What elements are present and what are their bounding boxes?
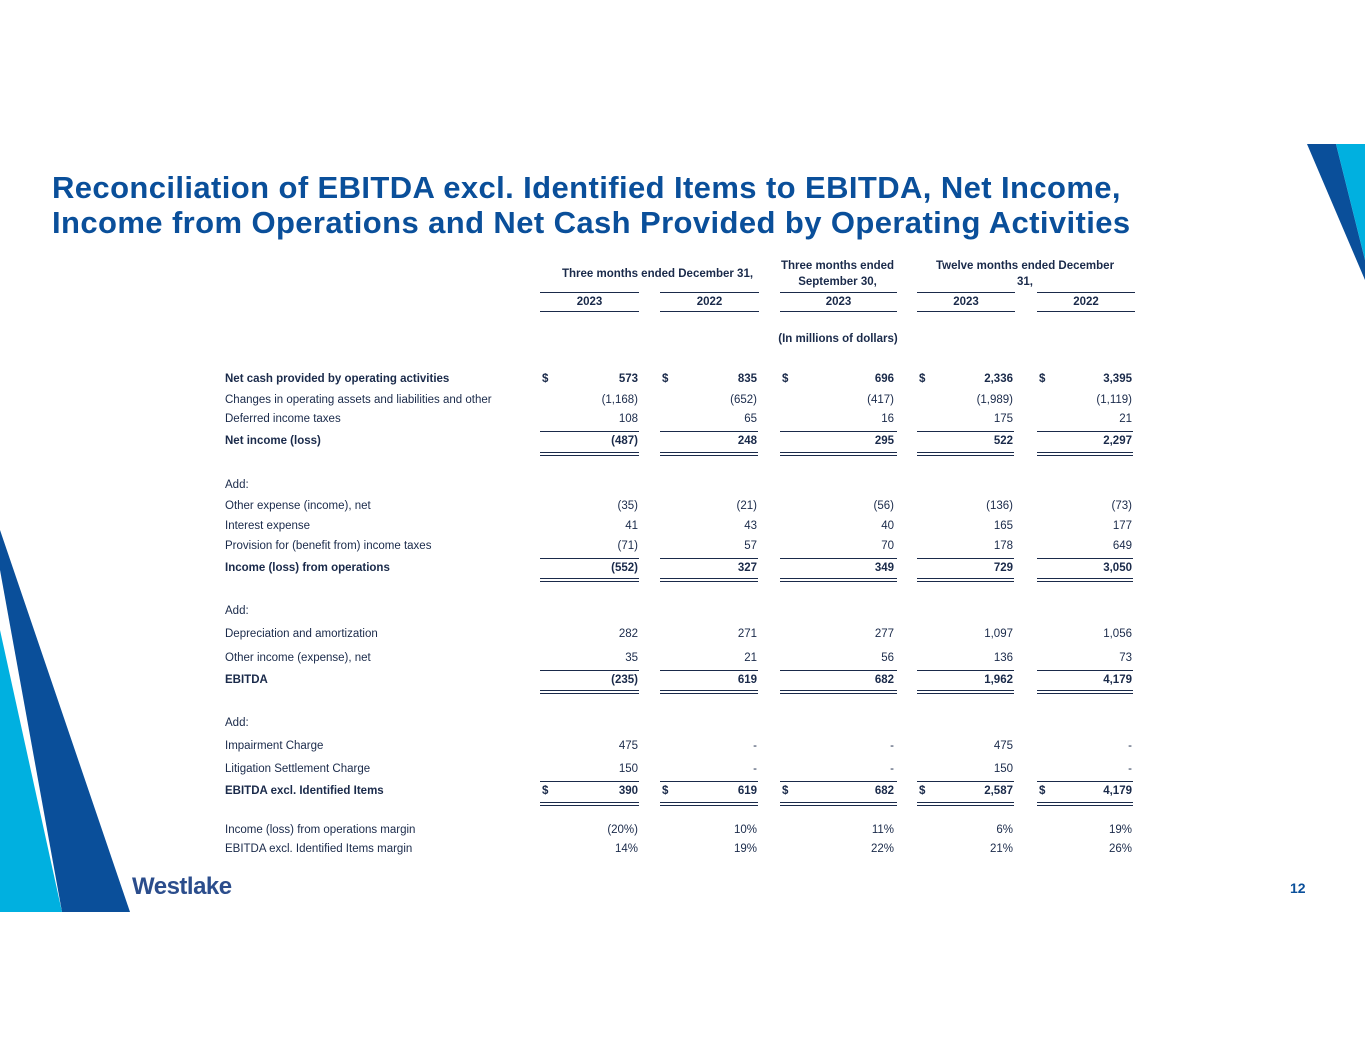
- table-cell: 14%: [614, 843, 638, 855]
- table-cell: 277: [874, 628, 894, 640]
- dollar-sign: $: [919, 373, 926, 385]
- total-double-rule: [780, 578, 897, 582]
- row-label: Add:: [225, 479, 249, 491]
- subtotal-rule: [1037, 670, 1133, 671]
- table-cell: 1,097: [984, 628, 1013, 640]
- table-cell: 10%: [733, 824, 757, 836]
- total-double-rule: [660, 802, 758, 806]
- total-double-rule: [1037, 802, 1133, 806]
- subtotal-rule: [540, 670, 639, 671]
- table-cell: (1,119): [1096, 394, 1132, 406]
- table-cell: 349: [874, 562, 894, 574]
- table-cell: 729: [993, 562, 1013, 574]
- row-label: Interest expense: [225, 520, 311, 532]
- total-double-rule: [1037, 578, 1133, 582]
- subtotal-rule: [780, 781, 897, 782]
- total-double-rule: [540, 452, 639, 456]
- table-cell: 21%: [989, 843, 1013, 855]
- table-cell: 26%: [1108, 843, 1132, 855]
- table-cell: 1,056: [1103, 628, 1132, 640]
- table-cell: (136): [986, 500, 1013, 512]
- header-three-months-sep-line-2: September 30,: [798, 276, 877, 288]
- table-cell: -: [753, 740, 757, 752]
- table-cell: -: [1128, 740, 1132, 752]
- subtotal-rule: [917, 558, 1014, 559]
- year-header: 2023: [540, 292, 639, 312]
- table-cell: 73: [1119, 652, 1132, 664]
- row-label: Income (loss) from operations margin: [225, 824, 416, 836]
- table-cell: 65: [744, 413, 757, 425]
- table-cell: 21: [1119, 413, 1132, 425]
- table-cell: 2,587: [984, 785, 1013, 797]
- table-cell: (487): [611, 435, 638, 447]
- dollar-sign: $: [919, 785, 926, 797]
- row-label: EBITDA excl. Identified Items: [225, 785, 384, 797]
- header-twelve-months-dec-line-1: Twelve months ended December: [935, 260, 1115, 272]
- total-double-rule: [917, 452, 1014, 456]
- row-label: Provision for (benefit from) income taxes: [225, 540, 432, 552]
- header-twelve-months-dec: [915, 258, 1135, 290]
- slide-title-line-2: Income from Operations and Net Cash Provided by Operating Activities: [52, 205, 1131, 240]
- table-cell: 70: [881, 540, 894, 552]
- table-cell: 40: [881, 520, 894, 532]
- total-double-rule: [780, 452, 897, 456]
- header-three-months-dec: Three months ended December 31,: [561, 268, 754, 280]
- header-three-months-sep: [770, 258, 905, 290]
- row-label: Income (loss) from operations: [225, 562, 390, 574]
- table-cell: (35): [617, 500, 638, 512]
- subtotal-rule: [917, 670, 1014, 671]
- subtotal-rule: [1037, 431, 1133, 432]
- subtotal-rule: [660, 781, 758, 782]
- table-cell: 178: [993, 540, 1013, 552]
- row-label: Other expense (income), net: [225, 500, 371, 512]
- subtotal-rule: [660, 431, 758, 432]
- table-cell: -: [890, 740, 894, 752]
- row-label: Litigation Settlement Charge: [225, 763, 371, 775]
- subtotal-rule: [540, 558, 639, 559]
- table-cell: (1,989): [976, 394, 1013, 406]
- table-cell: -: [1128, 763, 1132, 775]
- table-cell: 282: [618, 628, 638, 640]
- table-cell: 3,395: [1103, 373, 1132, 385]
- total-double-rule: [1037, 452, 1133, 456]
- table-cell: 16: [881, 413, 894, 425]
- subtotal-rule: [540, 781, 639, 782]
- row-label: Net cash provided by operating activities: [225, 373, 450, 385]
- dollar-sign: $: [1039, 785, 1046, 797]
- table-cell: 57: [744, 540, 757, 552]
- total-double-rule: [780, 690, 897, 694]
- row-label: Impairment Charge: [225, 740, 324, 752]
- subtotal-rule: [780, 558, 897, 559]
- table-cell: (417): [867, 394, 894, 406]
- table-cell: 41: [625, 520, 638, 532]
- subtotal-rule: [660, 558, 758, 559]
- total-double-rule: [660, 452, 758, 456]
- subtotal-rule: [1037, 781, 1133, 782]
- table-cell: 522: [993, 435, 1013, 447]
- table-cell: 682: [874, 785, 894, 797]
- total-double-rule: [540, 802, 639, 806]
- table-cell: 177: [1112, 520, 1132, 532]
- table-cell: (73): [1111, 500, 1132, 512]
- table-cell: (20%): [607, 824, 638, 836]
- slide-title: [52, 170, 1292, 240]
- table-cell: 136: [993, 652, 1013, 664]
- dollar-sign: $: [662, 373, 669, 385]
- table-cell: 19%: [1108, 824, 1132, 836]
- total-double-rule: [540, 690, 639, 694]
- page-number: 12: [1290, 880, 1306, 896]
- table-cell: 19%: [733, 843, 757, 855]
- table-cell: (21): [736, 500, 757, 512]
- table-cell: 43: [744, 520, 757, 532]
- dollar-sign: $: [542, 785, 549, 797]
- table-cell: 56: [881, 652, 894, 664]
- subtotal-rule: [917, 781, 1014, 782]
- row-label: Depreciation and amortization: [225, 628, 378, 640]
- table-cell: (552): [611, 562, 638, 574]
- row-label: Deferred income taxes: [225, 413, 341, 425]
- subtotal-rule: [780, 431, 897, 432]
- dollar-sign: $: [542, 373, 549, 385]
- row-label: Net income (loss): [225, 435, 321, 447]
- header-three-months-sep-line-1: Three months ended: [780, 260, 895, 272]
- dollar-sign: $: [782, 373, 789, 385]
- year-header: 2022: [1037, 292, 1135, 312]
- table-cell: 22%: [870, 843, 894, 855]
- total-double-rule: [660, 578, 758, 582]
- row-label: Add:: [225, 717, 249, 729]
- row-label: EBITDA: [225, 674, 268, 686]
- row-label: Add:: [225, 605, 249, 617]
- table-cell: 573: [618, 373, 638, 385]
- table-cell: -: [753, 763, 757, 775]
- year-header: 2022: [660, 292, 759, 312]
- total-double-rule: [917, 578, 1014, 582]
- table-cell: 475: [618, 740, 638, 752]
- subtotal-rule: [660, 670, 758, 671]
- right-stripe-decoration: [1300, 140, 1365, 285]
- table-cell: -: [890, 763, 894, 775]
- subtotal-rule: [540, 431, 639, 432]
- table-cell: 271: [737, 628, 757, 640]
- year-header: 2023: [917, 292, 1015, 312]
- row-label: EBITDA excl. Identified Items margin: [225, 843, 413, 855]
- dollar-sign: $: [782, 785, 789, 797]
- row-label: Other income (expense), net: [225, 652, 371, 664]
- total-double-rule: [1037, 690, 1133, 694]
- table-cell: 696: [874, 373, 894, 385]
- table-cell: 649: [1112, 540, 1132, 552]
- table-cell: (1,168): [601, 394, 638, 406]
- table-cell: 295: [874, 435, 894, 447]
- subtotal-rule: [917, 431, 1014, 432]
- dollar-sign: $: [1039, 373, 1046, 385]
- year-header: 2023: [780, 292, 897, 312]
- slide-title-line-1: Reconciliation of EBITDA excl. Identified Items to EBITDA, Net Income,: [52, 170, 1121, 205]
- total-double-rule: [540, 578, 639, 582]
- table-cell: 6%: [996, 824, 1013, 836]
- subtotal-rule: [1037, 558, 1133, 559]
- table-cell: 619: [737, 785, 757, 797]
- table-cell: 4,179: [1103, 785, 1132, 797]
- table-cell: 11%: [871, 824, 894, 836]
- table-cell: 682: [874, 674, 894, 686]
- row-label: Changes in operating assets and liabilities and other: [225, 394, 492, 406]
- header-twelve-months-dec-line-2: 31,: [1017, 276, 1033, 288]
- subtotal-rule: [780, 670, 897, 671]
- logo-wordmark: Westlake: [132, 873, 232, 900]
- table-cell: 3,050: [1103, 562, 1132, 574]
- left-stripe-decoration: [0, 530, 135, 915]
- table-cell: 390: [618, 785, 638, 797]
- total-double-rule: [917, 802, 1014, 806]
- units-caption: (In millions of dollars): [778, 333, 898, 345]
- table-cell: (652): [730, 394, 757, 406]
- table-cell: 248: [737, 435, 757, 447]
- table-cell: 327: [737, 562, 757, 574]
- table-cell: 150: [618, 763, 638, 775]
- total-double-rule: [780, 802, 897, 806]
- table-cell: 150: [993, 763, 1013, 775]
- table-cell: 175: [993, 413, 1013, 425]
- table-cell: 108: [618, 413, 638, 425]
- table-cell: 2,336: [984, 373, 1013, 385]
- westlake-logo: [132, 872, 232, 902]
- total-double-rule: [660, 690, 758, 694]
- table-cell: (71): [617, 540, 638, 552]
- table-cell: (235): [611, 674, 638, 686]
- table-cell: 21: [744, 652, 757, 664]
- table-cell: 835: [737, 373, 757, 385]
- table-cell: 4,179: [1103, 674, 1132, 686]
- table-cell: 35: [625, 652, 638, 664]
- table-cell: 165: [993, 520, 1013, 532]
- table-cell: (56): [873, 500, 894, 512]
- table-cell: 1,962: [984, 674, 1013, 686]
- dollar-sign: $: [662, 785, 669, 797]
- table-cell: 475: [993, 740, 1013, 752]
- total-double-rule: [917, 690, 1014, 694]
- table-cell: 2,297: [1103, 435, 1132, 447]
- table-cell: 619: [737, 674, 757, 686]
